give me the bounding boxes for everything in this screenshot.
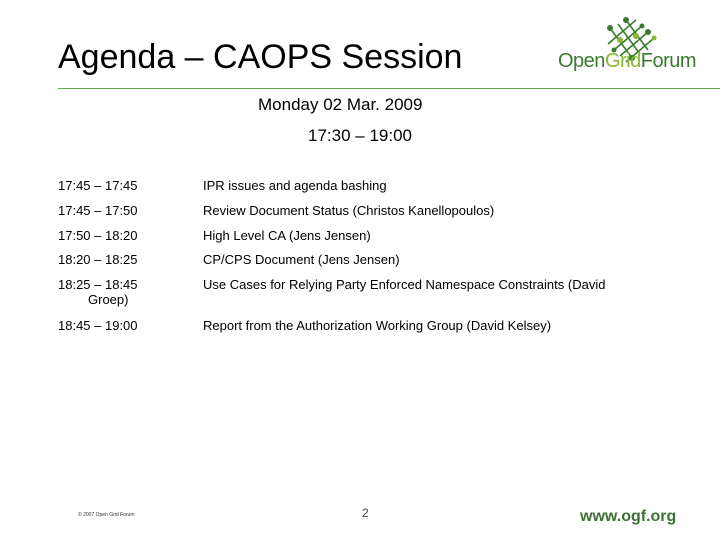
agenda-time: 18:45 – 19:00 bbox=[58, 318, 138, 333]
agenda-desc: Use Cases for Relying Party Enforced Namespace Constraints (David bbox=[203, 277, 606, 292]
slide-title: Agenda – CAOPS Session bbox=[58, 38, 463, 76]
agenda-time: 18:20 – 18:25 bbox=[58, 252, 138, 267]
footer-copyright: © 2007 Open Grid Forum bbox=[78, 512, 135, 518]
logo-text-forum: Forum bbox=[640, 50, 697, 72]
footer-website: www.ogf.org bbox=[580, 508, 677, 525]
logo-text-open: Open bbox=[558, 50, 605, 72]
title-divider bbox=[58, 88, 720, 89]
logo-text-grid: Grid bbox=[604, 50, 641, 72]
ogf-logo-text bbox=[558, 50, 696, 73]
agenda-desc: IPR issues and agenda bashing bbox=[203, 178, 387, 193]
agenda-time: 17:45 – 17:50 bbox=[58, 203, 138, 218]
agenda-desc: High Level CA (Jens Jensen) bbox=[203, 228, 371, 243]
agenda-time-line2: Groep) bbox=[88, 292, 129, 307]
agenda-desc: CP/CPS Document (Jens Jensen) bbox=[203, 252, 400, 267]
agenda-time: 17:50 – 18:20 bbox=[58, 228, 138, 243]
agenda-desc: Report from the Authorization Working Group (David Kelsey) bbox=[203, 318, 552, 333]
session-date: Monday 02 Mar. 2009 bbox=[258, 95, 423, 114]
page-number: 2 bbox=[362, 506, 369, 520]
agenda-time bbox=[58, 277, 188, 307]
agenda-time-line1: 18:25 – 18:45 bbox=[58, 277, 138, 292]
session-time: 17:30 – 19:00 bbox=[308, 126, 412, 145]
agenda-desc: Review Document Status (Christos Kanellopoulos) bbox=[203, 203, 495, 218]
agenda-time: 17:45 – 17:45 bbox=[58, 178, 138, 193]
